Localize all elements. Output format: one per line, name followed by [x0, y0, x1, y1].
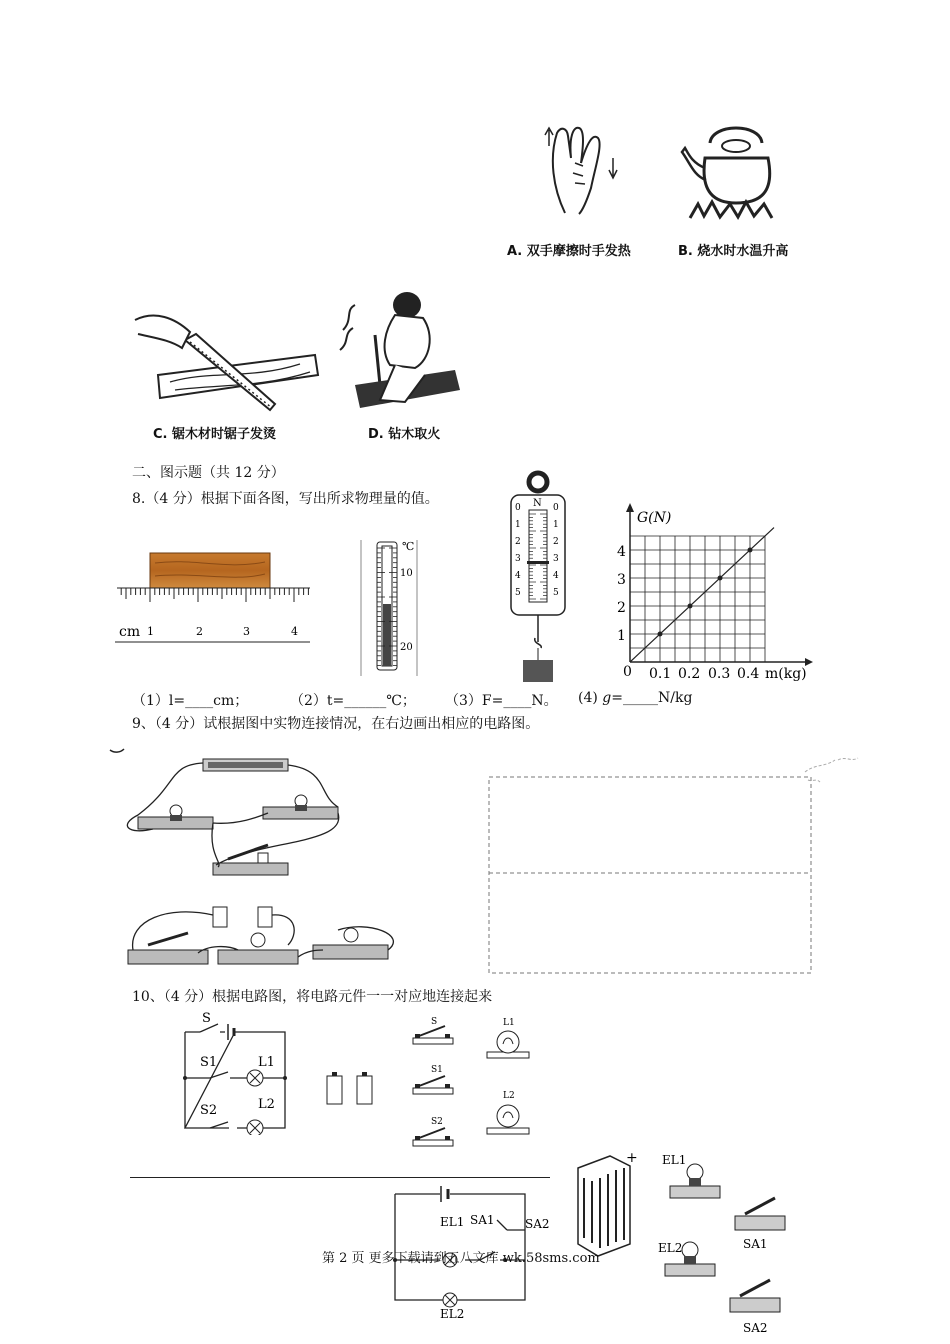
spring-scale-unit: N — [533, 498, 542, 509]
q9-physical-circuits — [108, 745, 428, 975]
chart-origin: 0 — [623, 664, 632, 680]
part1-S1: S1 — [431, 1065, 443, 1075]
q9-scribble — [800, 752, 860, 792]
scale-right-5: 5 — [553, 588, 559, 598]
chart-xtick-1: 0.1 — [649, 666, 672, 682]
schem2-EL2: EL2 — [440, 1307, 465, 1320]
part1-S: S — [431, 1017, 438, 1027]
scale-left-5: 5 — [515, 588, 521, 598]
chart-xtick-3: 0.3 — [708, 666, 731, 682]
answer-2: （2）t=______℃； — [290, 693, 416, 709]
part1-S2: S2 — [431, 1117, 443, 1127]
ruler-tick-2: 2 — [196, 625, 203, 638]
ruler-tick-3: 3 — [243, 625, 250, 638]
caption-D: D. 钻木取火 — [368, 427, 441, 442]
q10-parts-2 — [570, 1148, 800, 1338]
thermometer-label-20: 20 — [400, 642, 413, 653]
g-m-chart — [605, 500, 815, 685]
q10-batteries-1 — [325, 1070, 375, 1106]
chart-point — [688, 604, 693, 609]
chart-ytick-2: 2 — [617, 600, 626, 616]
thermometer-label-10: 10 — [400, 568, 413, 579]
part1-L1: L1 — [503, 1018, 515, 1028]
scale-right-2: 2 — [553, 537, 559, 547]
chart-ytick-4: 4 — [617, 544, 626, 560]
figure-hands-rubbing — [535, 118, 625, 218]
answer-1: （1）l=____cm； — [132, 693, 249, 709]
thermometer-unit: ℃ — [402, 540, 415, 553]
schem1-S2: S2 — [200, 1103, 218, 1118]
figure-drill-fire — [335, 290, 465, 415]
figure-saw-wood — [130, 300, 325, 415]
scale-right-0: 0 — [553, 503, 559, 513]
chart-point — [718, 576, 723, 581]
schem1-L1: L1 — [258, 1055, 275, 1070]
q10-schematic-1 — [180, 1010, 295, 1135]
part2-EL2: EL2 — [658, 1241, 683, 1255]
chart-xlabel: m(kg) — [765, 666, 807, 682]
wooden-block — [150, 553, 270, 588]
schem1-L2: L2 — [258, 1097, 275, 1112]
caption-A: A. 双手摩擦时手发热 — [507, 244, 631, 259]
chart-ytick-3: 3 — [617, 572, 626, 588]
ruler-tick-4: 4 — [291, 625, 298, 638]
caption-B: B. 烧水时水温升高 — [678, 244, 789, 259]
q8-stem: 8.（4 分）根据下面各图，写出所求物理量的值。 — [132, 491, 439, 507]
spring-pointer — [527, 561, 549, 564]
scale-left-4: 4 — [515, 571, 521, 581]
chart-ylabel: G(N) — [637, 510, 672, 526]
answer-4-rest: =_____N/kg — [611, 690, 693, 706]
chart-point — [748, 548, 753, 553]
part1-L2: L2 — [503, 1091, 515, 1101]
schem1-S: S — [202, 1011, 211, 1026]
q10-parts-1 — [405, 1012, 555, 1152]
schem2-SA1: SA1 — [470, 1213, 495, 1227]
part2-SA2: SA2 — [743, 1321, 768, 1335]
chart-point — [658, 632, 663, 637]
answer-4-var: g — [602, 690, 612, 706]
answer-4 — [578, 690, 692, 706]
answer-3: （3）F=____N。 — [445, 693, 558, 709]
page-footer: 第 2 页 更多下载请到五八文库 wk.58sms.com — [322, 1251, 600, 1266]
spring-scale-figure — [503, 470, 573, 685]
q9-stem: 9、（4 分）试根据图中实物连接情况，在右边画出相应的电路图。 — [132, 716, 540, 732]
scale-left-3: 3 — [515, 554, 521, 564]
scale-left-1: 1 — [515, 520, 521, 530]
thermometer-figure — [355, 538, 425, 678]
ruler-unit-label: cm — [119, 624, 141, 640]
chart-xtick-2: 0.2 — [678, 666, 701, 682]
ruler-figure — [115, 548, 315, 648]
scale-right-3: 3 — [553, 554, 559, 564]
q9-answer-box — [488, 775, 813, 975]
chart-xtick-4: 0.4 — [737, 666, 760, 682]
scale-left-0: 0 — [515, 503, 521, 513]
schem2-EL1: EL1 — [440, 1215, 465, 1229]
scale-left-2: 2 — [515, 537, 521, 547]
hanging-weight — [523, 660, 553, 682]
chart-ytick-1: 1 — [617, 628, 626, 644]
ruler-tick-1: 1 — [147, 625, 154, 638]
q10-stem: 10、（4 分）根据电路图，将电路元件一一对应地连接起来 — [132, 989, 493, 1005]
part2-EL1: EL1 — [662, 1153, 687, 1167]
figure-kettle-heating — [680, 118, 790, 223]
thermometer-liquid — [383, 604, 391, 666]
answer-4-prefix: (4) — [578, 690, 598, 706]
section-title: 二、图示题（共 12 分） — [132, 465, 285, 481]
schem2-SA2: SA2 — [525, 1217, 550, 1231]
schem1-S1: S1 — [200, 1055, 218, 1070]
caption-C: C. 锯木材时锯子发烫 — [153, 427, 277, 442]
part2-SA1: SA1 — [743, 1237, 768, 1251]
scale-right-4: 4 — [553, 571, 559, 581]
scale-right-1: 1 — [553, 520, 559, 530]
chart-series-line — [630, 528, 774, 662]
battery-plus: + — [626, 1150, 638, 1166]
separator-line — [130, 1177, 550, 1178]
